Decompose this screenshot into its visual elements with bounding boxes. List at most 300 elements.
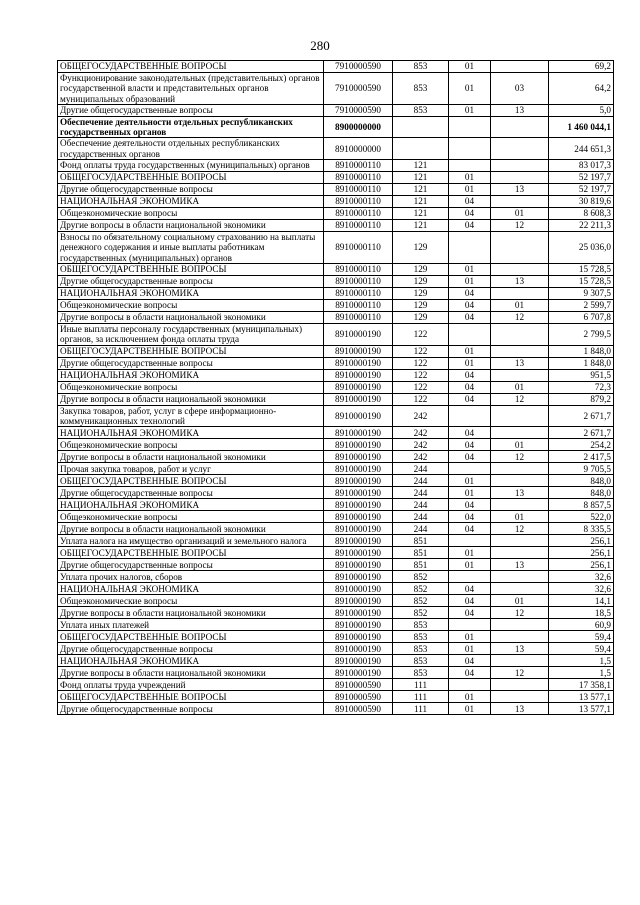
amount-cell: 60,9 — [549, 619, 614, 631]
section-cell: 04 — [449, 523, 491, 535]
table-row — [58, 299, 614, 311]
row-name-cell: НАЦИОНАЛЬНАЯ ЭКОНОМИКА — [58, 196, 324, 208]
section-cell: 01 — [449, 691, 491, 703]
table-row — [58, 703, 614, 715]
subsection-cell — [491, 499, 549, 511]
table-row — [58, 643, 614, 655]
expense-type-cell: 129 — [393, 232, 449, 264]
amount-cell: 848,0 — [549, 475, 614, 487]
section-cell: 04 — [449, 439, 491, 451]
target-article-cell: 8910000190 — [324, 655, 393, 667]
section-cell — [449, 323, 491, 345]
section-cell: 04 — [449, 381, 491, 393]
row-name-cell: Общеэкономические вопросы — [58, 511, 324, 523]
row-name-cell: Общеэкономические вопросы — [58, 381, 324, 393]
expense-type-cell: 122 — [393, 369, 449, 381]
section-cell: 01 — [449, 703, 491, 715]
target-article-cell: 8910000110 — [324, 172, 393, 184]
expense-type-cell: 851 — [393, 559, 449, 571]
target-article-cell: 8910000590 — [324, 679, 393, 691]
subsection-cell: 03 — [491, 73, 549, 105]
section-cell — [449, 463, 491, 475]
target-article-cell: 8910000190 — [324, 357, 393, 369]
expense-type-cell: 129 — [393, 311, 449, 323]
subsection-cell — [491, 547, 549, 559]
expense-type-cell: 242 — [393, 451, 449, 463]
table-row — [58, 220, 614, 232]
table-row — [58, 547, 614, 559]
target-article-cell: 7910000590 — [324, 104, 393, 116]
subsection-cell — [491, 369, 549, 381]
table-row — [58, 439, 614, 451]
subsection-cell — [491, 172, 549, 184]
row-name-cell: Взносы по обязательному социальному страхованию на выплаты денежного содержания и иные выплаты работникам государственных (муниципальных) органов — [58, 232, 324, 264]
target-article-cell: 8910000190 — [324, 511, 393, 523]
target-article-cell: 8910000190 — [324, 381, 393, 393]
target-article-cell: 8910000190 — [324, 643, 393, 655]
subsection-cell — [491, 196, 549, 208]
expense-type-cell: 111 — [393, 679, 449, 691]
subsection-cell: 01 — [491, 299, 549, 311]
row-name-cell: Другие вопросы в области национальной экономики — [58, 667, 324, 679]
section-cell — [449, 138, 491, 160]
expense-type-cell: 122 — [393, 393, 449, 405]
subsection-cell: 13 — [491, 643, 549, 655]
expense-type-cell: 129 — [393, 263, 449, 275]
table-row — [58, 523, 614, 535]
row-name-cell: НАЦИОНАЛЬНАЯ ЭКОНОМИКА — [58, 287, 324, 299]
row-name-cell: ОБЩЕГОСУДАРСТВЕННЫЕ ВОПРОСЫ — [58, 631, 324, 643]
subsection-cell: 01 — [491, 595, 549, 607]
expense-type-cell: 851 — [393, 535, 449, 547]
amount-cell: 5,0 — [549, 104, 614, 116]
table-row — [58, 104, 614, 116]
amount-cell: 2 599,7 — [549, 299, 614, 311]
expense-type-cell: 121 — [393, 220, 449, 232]
expense-type-cell: 122 — [393, 323, 449, 345]
section-cell: 01 — [449, 631, 491, 643]
subsection-cell: 12 — [491, 607, 549, 619]
amount-cell: 8 857,5 — [549, 499, 614, 511]
expense-type-cell: 121 — [393, 196, 449, 208]
section-cell: 01 — [449, 184, 491, 196]
table-row — [58, 667, 614, 679]
amount-cell: 72,3 — [549, 381, 614, 393]
subsection-cell — [491, 160, 549, 172]
subsection-cell — [491, 116, 549, 138]
subsection-cell: 12 — [491, 220, 549, 232]
target-article-cell: 8910000190 — [324, 547, 393, 559]
amount-cell: 951,5 — [549, 369, 614, 381]
target-article-cell: 8910000190 — [324, 323, 393, 345]
amount-cell: 69,2 — [549, 61, 614, 73]
target-article-cell: 8910000190 — [324, 595, 393, 607]
table-row — [58, 595, 614, 607]
row-name-cell: Обеспечение деятельности отдельных республиканских государственных органов — [58, 138, 324, 160]
amount-cell: 14,1 — [549, 595, 614, 607]
row-name-cell: Уплата иных платежей — [58, 619, 324, 631]
amount-cell: 8 608,3 — [549, 208, 614, 220]
subsection-cell — [491, 405, 549, 427]
table-row — [58, 275, 614, 287]
section-cell: 01 — [449, 104, 491, 116]
section-cell: 04 — [449, 655, 491, 667]
subsection-cell — [491, 619, 549, 631]
table-row — [58, 287, 614, 299]
row-name-cell: ОБЩЕГОСУДАРСТВЕННЫЕ ВОПРОСЫ — [58, 61, 324, 73]
target-article-cell: 8910000190 — [324, 583, 393, 595]
amount-cell: 59,4 — [549, 631, 614, 643]
subsection-cell — [491, 232, 549, 264]
amount-cell: 256,1 — [549, 547, 614, 559]
section-cell: 01 — [449, 357, 491, 369]
row-name-cell: Другие общегосударственные вопросы — [58, 104, 324, 116]
section-cell: 04 — [449, 311, 491, 323]
target-article-cell: 8910000190 — [324, 345, 393, 357]
subsection-cell — [491, 61, 549, 73]
target-article-cell: 8910000590 — [324, 703, 393, 715]
row-name-cell: ОБЩЕГОСУДАРСТВЕННЫЕ ВОПРОСЫ — [58, 263, 324, 275]
row-name-cell: ОБЩЕГОСУДАРСТВЕННЫЕ ВОПРОСЫ — [58, 475, 324, 487]
row-name-cell: НАЦИОНАЛЬНАЯ ЭКОНОМИКА — [58, 655, 324, 667]
target-article-cell: 8910000190 — [324, 463, 393, 475]
table-row — [58, 172, 614, 184]
amount-cell: 256,1 — [549, 535, 614, 547]
expense-type-cell: 244 — [393, 511, 449, 523]
row-name-cell: НАЦИОНАЛЬНАЯ ЭКОНОМИКА — [58, 369, 324, 381]
amount-cell: 64,2 — [549, 73, 614, 105]
expense-type-cell: 852 — [393, 607, 449, 619]
amount-cell: 9 705,5 — [549, 463, 614, 475]
amount-cell: 522,0 — [549, 511, 614, 523]
subsection-cell: 12 — [491, 523, 549, 535]
row-name-cell: НАЦИОНАЛЬНАЯ ЭКОНОМИКА — [58, 427, 324, 439]
row-name-cell: Другие общегосударственные вопросы — [58, 275, 324, 287]
target-article-cell: 8910000110 — [324, 232, 393, 264]
row-name-cell: Другие общегосударственные вопросы — [58, 487, 324, 499]
subsection-cell — [491, 655, 549, 667]
table-row — [58, 631, 614, 643]
subsection-cell — [491, 571, 549, 583]
subsection-cell: 12 — [491, 451, 549, 463]
row-name-cell: Другие вопросы в области национальной экономики — [58, 523, 324, 535]
table-row — [58, 208, 614, 220]
section-cell: 04 — [449, 208, 491, 220]
row-name-cell: Другие вопросы в области национальной экономики — [58, 220, 324, 232]
target-article-cell: 8910000190 — [324, 475, 393, 487]
subsection-cell — [491, 475, 549, 487]
table-row — [58, 607, 614, 619]
amount-cell: 1 848,0 — [549, 357, 614, 369]
section-cell: 04 — [449, 220, 491, 232]
amount-cell: 17 358,1 — [549, 679, 614, 691]
row-name-cell: ОБЩЕГОСУДАРСТВЕННЫЕ ВОПРОСЫ — [58, 691, 324, 703]
amount-cell: 1 460 044,1 — [549, 116, 614, 138]
section-cell — [449, 619, 491, 631]
subsection-cell: 13 — [491, 487, 549, 499]
target-article-cell: 8910000110 — [324, 275, 393, 287]
row-name-cell: Прочая закупка товаров, работ и услуг — [58, 463, 324, 475]
table-row — [58, 511, 614, 523]
row-name-cell: Закупка товаров, работ, услуг в сфере информационно-коммуникационных технологий — [58, 405, 324, 427]
expense-type-cell: 244 — [393, 487, 449, 499]
subsection-cell: 01 — [491, 208, 549, 220]
expense-type-cell: 121 — [393, 160, 449, 172]
row-name-cell: Общеэкономические вопросы — [58, 208, 324, 220]
row-name-cell: Функционирование законодательных (представительных) органов государственной власти и представительных органов муниципальных образований — [58, 73, 324, 105]
section-cell: 04 — [449, 607, 491, 619]
subsection-cell — [491, 287, 549, 299]
subsection-cell: 01 — [491, 511, 549, 523]
section-cell: 04 — [449, 369, 491, 381]
expense-type-cell: 129 — [393, 287, 449, 299]
row-name-cell: Уплата налога на имущество организаций и земельного налога — [58, 535, 324, 547]
amount-cell: 13 577,1 — [549, 691, 614, 703]
target-article-cell: 8910000190 — [324, 667, 393, 679]
target-article-cell: 8910000110 — [324, 160, 393, 172]
row-name-cell: НАЦИОНАЛЬНАЯ ЭКОНОМИКА — [58, 499, 324, 511]
target-article-cell: 8910000190 — [324, 559, 393, 571]
target-article-cell: 8910000190 — [324, 571, 393, 583]
target-article-cell: 8910000190 — [324, 619, 393, 631]
table-row — [58, 116, 614, 138]
section-cell: 04 — [449, 287, 491, 299]
subsection-cell: 13 — [491, 357, 549, 369]
amount-cell: 256,1 — [549, 559, 614, 571]
subsection-cell — [491, 535, 549, 547]
section-cell: 04 — [449, 427, 491, 439]
section-cell: 01 — [449, 263, 491, 275]
subsection-cell — [491, 679, 549, 691]
section-cell: 01 — [449, 345, 491, 357]
row-name-cell: ОБЩЕГОСУДАРСТВЕННЫЕ ВОПРОСЫ — [58, 547, 324, 559]
row-name-cell: НАЦИОНАЛЬНАЯ ЭКОНОМИКА — [58, 583, 324, 595]
target-article-cell: 8910000190 — [324, 487, 393, 499]
subsection-cell: 13 — [491, 703, 549, 715]
target-article-cell: 8910000110 — [324, 299, 393, 311]
table-row — [58, 571, 614, 583]
expense-type-cell: 853 — [393, 655, 449, 667]
amount-cell: 2 671,7 — [549, 427, 614, 439]
section-cell — [449, 679, 491, 691]
subsection-cell: 12 — [491, 393, 549, 405]
expense-type-cell: 129 — [393, 275, 449, 287]
expense-type-cell: 853 — [393, 104, 449, 116]
section-cell: 04 — [449, 583, 491, 595]
table-row — [58, 535, 614, 547]
row-name-cell: Другие общегосударственные вопросы — [58, 357, 324, 369]
subsection-cell — [491, 345, 549, 357]
subsection-cell — [491, 263, 549, 275]
budget-table-body — [58, 61, 614, 715]
amount-cell: 52 197,7 — [549, 172, 614, 184]
page-number: 280 — [310, 38, 330, 53]
subsection-cell: 13 — [491, 184, 549, 196]
amount-cell: 25 036,0 — [549, 232, 614, 264]
expense-type-cell: 853 — [393, 619, 449, 631]
expense-type-cell: 122 — [393, 357, 449, 369]
expense-type-cell: 111 — [393, 703, 449, 715]
section-cell: 01 — [449, 643, 491, 655]
row-name-cell: ОБЩЕГОСУДАРСТВЕННЫЕ ВОПРОСЫ — [58, 345, 324, 357]
row-name-cell: Другие вопросы в области национальной экономики — [58, 451, 324, 463]
table-row — [58, 232, 614, 264]
row-name-cell: Другие вопросы в области национальной экономики — [58, 607, 324, 619]
subsection-cell: 01 — [491, 381, 549, 393]
target-article-cell: 7910000590 — [324, 73, 393, 105]
amount-cell: 2 417,5 — [549, 451, 614, 463]
expense-type-cell: 244 — [393, 475, 449, 487]
table-row — [58, 61, 614, 73]
subsection-cell: 13 — [491, 104, 549, 116]
expense-type-cell: 122 — [393, 345, 449, 357]
expense-type-cell: 122 — [393, 381, 449, 393]
table-row — [58, 451, 614, 463]
table-row — [58, 427, 614, 439]
amount-cell: 52 197,7 — [549, 184, 614, 196]
expense-type-cell: 121 — [393, 208, 449, 220]
section-cell — [449, 232, 491, 264]
row-name-cell: ОБЩЕГОСУДАРСТВЕННЫЕ ВОПРОСЫ — [58, 172, 324, 184]
table-row — [58, 381, 614, 393]
subsection-cell — [491, 138, 549, 160]
section-cell: 04 — [449, 667, 491, 679]
table-row — [58, 369, 614, 381]
expense-type-cell: 242 — [393, 439, 449, 451]
target-article-cell: 8910000110 — [324, 263, 393, 275]
amount-cell: 32,6 — [549, 571, 614, 583]
expense-type-cell: 853 — [393, 73, 449, 105]
row-name-cell: Фонд оплаты труда учреждений — [58, 679, 324, 691]
table-row — [58, 499, 614, 511]
section-cell: 04 — [449, 511, 491, 523]
row-name-cell: Общеэкономические вопросы — [58, 439, 324, 451]
row-name-cell: Другие вопросы в области национальной экономики — [58, 393, 324, 405]
subsection-cell: 13 — [491, 275, 549, 287]
target-article-cell: 8910000190 — [324, 451, 393, 463]
expense-type-cell — [393, 116, 449, 138]
expense-type-cell: 121 — [393, 172, 449, 184]
section-cell: 04 — [449, 595, 491, 607]
target-article-cell: 8910000190 — [324, 393, 393, 405]
expense-type-cell: 851 — [393, 547, 449, 559]
target-article-cell: 7910000590 — [324, 61, 393, 73]
row-name-cell: Общеэкономические вопросы — [58, 595, 324, 607]
target-article-cell: 8910000000 — [324, 138, 393, 160]
table-row — [58, 691, 614, 703]
target-article-cell: 8910000590 — [324, 691, 393, 703]
target-article-cell: 8910000110 — [324, 196, 393, 208]
amount-cell: 2 799,5 — [549, 323, 614, 345]
table-row — [58, 311, 614, 323]
expense-type-cell: 853 — [393, 643, 449, 655]
subsection-cell: 12 — [491, 311, 549, 323]
amount-cell: 879,2 — [549, 393, 614, 405]
row-name-cell: Уплата прочих налогов, сборов — [58, 571, 324, 583]
amount-cell: 6 707,8 — [549, 311, 614, 323]
subsection-cell — [491, 631, 549, 643]
table-row — [58, 405, 614, 427]
subsection-cell — [491, 463, 549, 475]
target-article-cell: 8910000110 — [324, 184, 393, 196]
target-article-cell: 8900000000 — [324, 116, 393, 138]
expense-type-cell: 853 — [393, 61, 449, 73]
row-name-cell: Другие вопросы в области национальной экономики — [58, 311, 324, 323]
amount-cell: 13 577,1 — [549, 703, 614, 715]
target-article-cell: 8910000190 — [324, 631, 393, 643]
amount-cell: 30 819,6 — [549, 196, 614, 208]
expense-type-cell: 244 — [393, 523, 449, 535]
section-cell — [449, 160, 491, 172]
row-name-cell: Фонд оплаты труда государственных (муниципальных) органов — [58, 160, 324, 172]
table-row — [58, 463, 614, 475]
table-row — [58, 475, 614, 487]
target-article-cell: 8910000190 — [324, 499, 393, 511]
amount-cell: 59,4 — [549, 643, 614, 655]
target-article-cell: 8910000190 — [324, 439, 393, 451]
target-article-cell: 8910000190 — [324, 405, 393, 427]
amount-cell: 22 211,3 — [549, 220, 614, 232]
subsection-cell — [491, 691, 549, 703]
amount-cell: 1,5 — [549, 655, 614, 667]
amount-cell: 254,2 — [549, 439, 614, 451]
amount-cell: 244 651,3 — [549, 138, 614, 160]
expense-type-cell: 242 — [393, 427, 449, 439]
expense-type-cell: 852 — [393, 595, 449, 607]
section-cell — [449, 535, 491, 547]
table-row — [58, 263, 614, 275]
section-cell: 01 — [449, 487, 491, 499]
amount-cell: 18,5 — [549, 607, 614, 619]
target-article-cell: 8910000110 — [324, 287, 393, 299]
amount-cell: 1 848,0 — [549, 345, 614, 357]
row-name-cell: Другие общегосударственные вопросы — [58, 643, 324, 655]
section-cell — [449, 405, 491, 427]
subsection-cell: 12 — [491, 667, 549, 679]
row-name-cell: Общеэкономические вопросы — [58, 299, 324, 311]
table-row — [58, 655, 614, 667]
target-article-cell: 8910000190 — [324, 535, 393, 547]
row-name-cell: Иные выплаты персоналу государственных (муниципальных) органов, за исключением фонда оплаты труда — [58, 323, 324, 345]
amount-cell: 9 307,5 — [549, 287, 614, 299]
amount-cell: 848,0 — [549, 487, 614, 499]
section-cell: 01 — [449, 559, 491, 571]
row-name-cell: Другие общегосударственные вопросы — [58, 184, 324, 196]
table-row — [58, 393, 614, 405]
expense-type-cell: 242 — [393, 405, 449, 427]
section-cell: 04 — [449, 196, 491, 208]
section-cell: 01 — [449, 275, 491, 287]
target-article-cell: 8910000110 — [324, 220, 393, 232]
expense-type-cell: 852 — [393, 571, 449, 583]
section-cell: 01 — [449, 73, 491, 105]
table-row — [58, 679, 614, 691]
target-article-cell: 8910000190 — [324, 369, 393, 381]
row-name-cell: Другие общегосударственные вопросы — [58, 559, 324, 571]
section-cell: 01 — [449, 172, 491, 184]
subsection-cell — [491, 427, 549, 439]
table-row — [58, 487, 614, 499]
subsection-cell — [491, 583, 549, 595]
expense-type-cell: 244 — [393, 499, 449, 511]
table-row — [58, 345, 614, 357]
expense-type-cell: 111 — [393, 691, 449, 703]
subsection-cell — [491, 323, 549, 345]
expense-type-cell: 853 — [393, 667, 449, 679]
target-article-cell: 8910000190 — [324, 427, 393, 439]
table-row — [58, 619, 614, 631]
section-cell: 04 — [449, 499, 491, 511]
